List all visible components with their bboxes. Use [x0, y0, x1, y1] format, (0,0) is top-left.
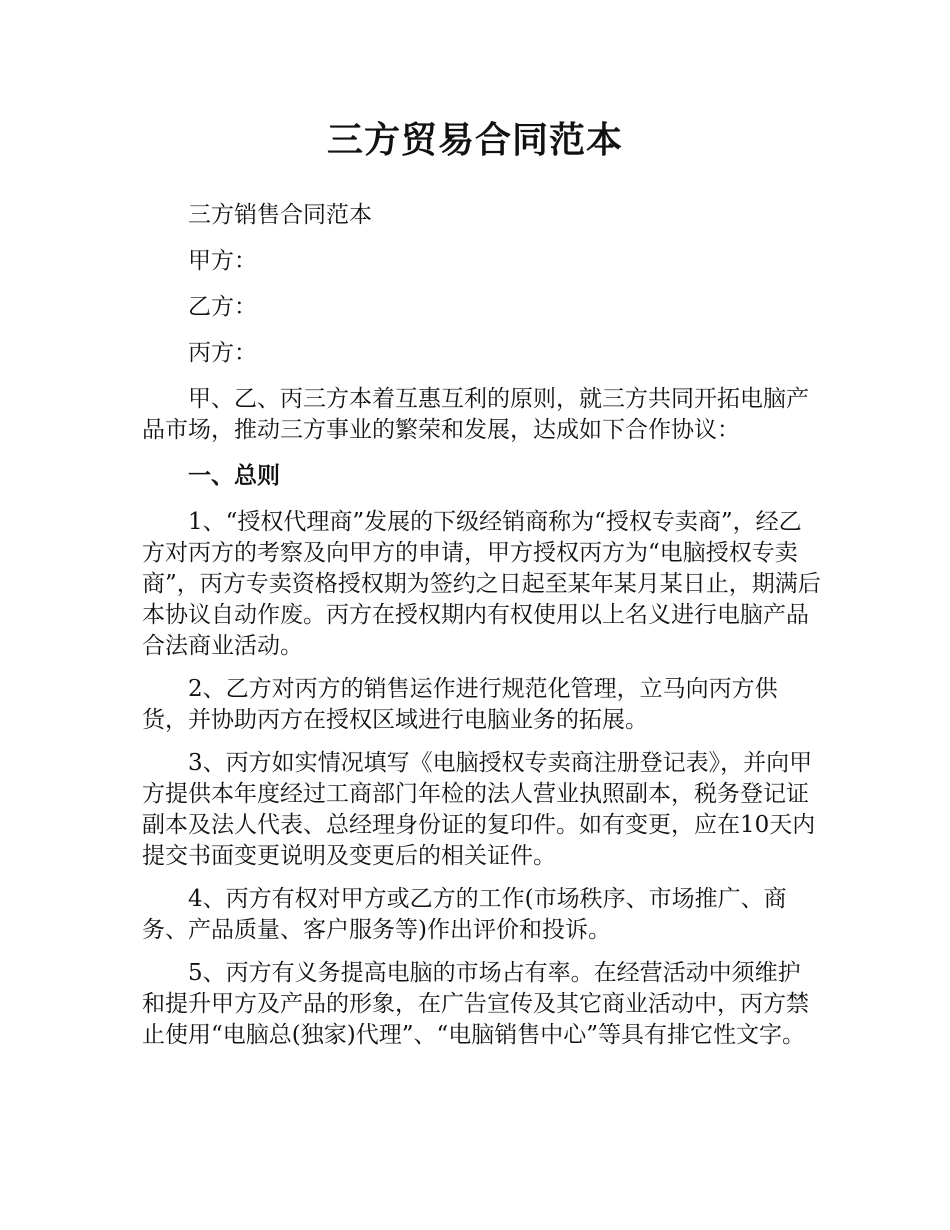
clause-1: 1、“授权代理商”发展的下级经销商称为“授权专卖商”，经乙方对丙方的考察及向甲方的申请，甲方授权丙方为“电脑授权专卖商”，丙方专卖资格授权期为签约之日起至某年某月某日止，期满后本协议自动作废。丙方在授权期内有权使用以上名义进行电脑产品合法商业活动。 — [142, 509, 821, 659]
intro-paragraph: 甲、乙、丙三方本着互惠互利的原则，就三方共同开拓电脑产品市场，推动三方事业的繁荣和发展，达成如下合作协议： — [142, 386, 809, 443]
document-body — [142, 200, 822, 1051]
subtitle: 三方销售合同范本 — [188, 202, 372, 228]
clause-2: 2、乙方对丙方的销售运作进行规范化管理，立马向丙方供货，并协助丙方在授权区域进行电脑业务的拓展。 — [142, 676, 778, 733]
party-a-label: 甲方： — [188, 248, 257, 274]
clause-3: 3、丙方如实情况填写《电脑授权专卖商注册登记表》，并向甲方提供本年度经过工商部门年检的法人营业执照副本，税务登记证副本及法人代表、总经理身份证的复印件。如有变更，应在10天内提交书面变更说明及变更后的相关证件。 — [142, 750, 816, 869]
section-heading: 一、总则 — [188, 463, 280, 489]
clause-5: 5、丙方有义务提高电脑的市场占有率。在经营活动中须维护和提升甲方及产品的形象，在广告宣传及其它商业活动中，丙方禁止使用“电脑总(独家)代理”、“电脑销售中心”等具有排它性文字。 — [142, 960, 809, 1048]
party-c-label: 丙方： — [188, 340, 257, 366]
document-title: 三方贸易合同范本 — [326, 120, 623, 161]
party-b-label: 乙方： — [188, 294, 257, 320]
clause-4: 4、丙方有权对甲方或乙方的工作(市场秩序、市场推广、商务、产品质量、客户服务等)作出评价和投诉。 — [142, 886, 787, 943]
